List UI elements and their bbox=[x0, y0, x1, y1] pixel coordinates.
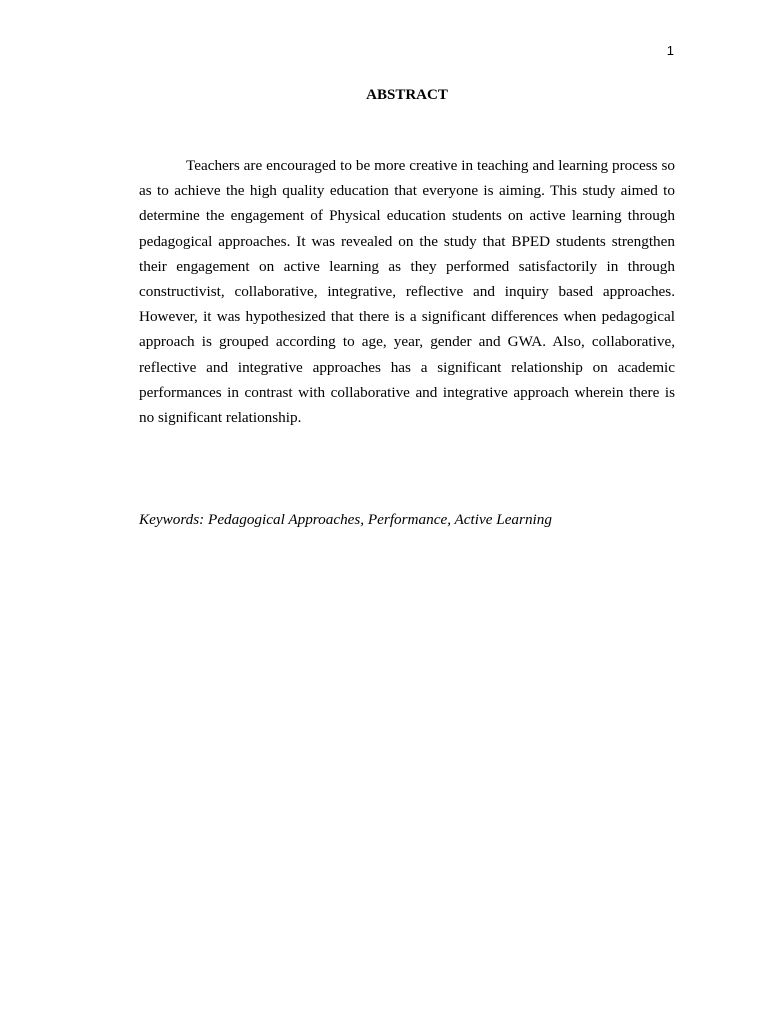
abstract-heading: ABSTRACT bbox=[366, 87, 448, 103]
page-number: 1 bbox=[666, 43, 674, 58]
abstract-body: Teachers are encouraged to be more creative in teaching and learning process so as to achieve the high quality education that everyone is aiming. This study aimed to determine the engagement of Physical education students on active learning through pedagogical approaches. It was revealed on the study that BPED students strengthen their engagement on active learning as they performed satisfactorily in through constructivist, collaborative, integrative, reflective and inquiry based approaches. However, it was hypothesized that there is a significant differences when pedagogical approach is grouped according to age, year, gender and GWA. Also, collaborative, reflective and integrative approaches has a significant relationship on academic performances in contrast with collaborative and integrative approach wherein there is no significant relationship. bbox=[139, 157, 675, 427]
keywords-line: Keywords: Pedagogical Approaches, Performance, Active Learning bbox=[139, 511, 552, 528]
